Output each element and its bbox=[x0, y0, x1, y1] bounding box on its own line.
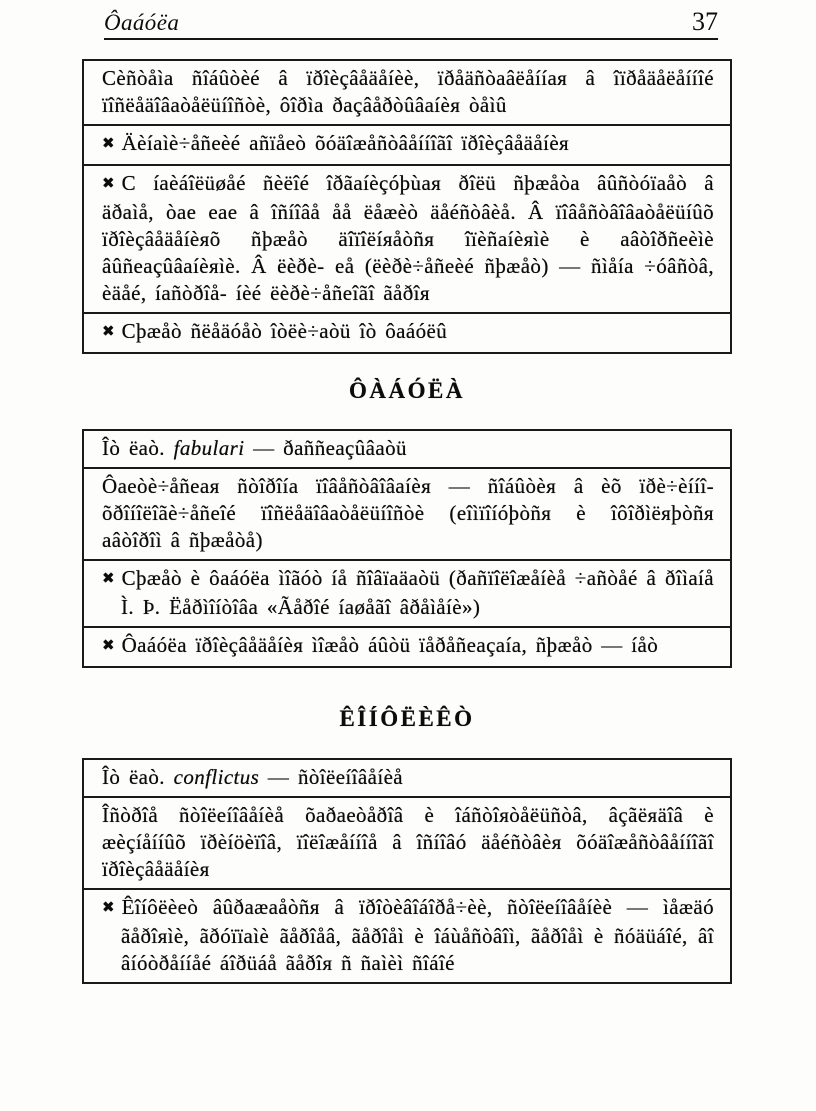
table-row bbox=[84, 469, 730, 561]
definition-text: Îñòðîå ñòîëeíîâåíèå õaðaeòåðîâ è îáñòîяòåëüñòâ, âçãëяäîâ è æèçíåííûõ ïðèíöèïîâ, ïîëîæåííîå â îñíîâó äåéñòâèя õóäîæåñòâåííîãî ïðîèçâåäåíèя bbox=[102, 803, 714, 881]
bullet-row bbox=[102, 632, 714, 661]
bullet-row bbox=[102, 170, 714, 307]
page-header bbox=[104, 8, 718, 40]
etymology-text bbox=[102, 764, 714, 791]
etymology-prefix: Îò ëaò. bbox=[102, 765, 174, 789]
running-title: Ôaáóëa bbox=[104, 10, 180, 35]
x-mark-bullet: ✖ bbox=[102, 322, 115, 340]
bullet-text: Cþæåò è ôaáóëa ìîãóò íå ñîâïaäaòü (ðañïîëîæåíèå ÷añòåé â ðîìaíå Ì. Þ. Ëåðìîíòîâa «Ãåðîé íaøåãî âðåìåíè») bbox=[121, 566, 714, 619]
section-heading-konflikt: ÊÎÍÔËÈÊÒ bbox=[339, 706, 475, 731]
etymology-prefix: Îò ëaò. bbox=[102, 436, 174, 460]
etymology-suffix: — ðaññeaçûâaòü bbox=[244, 436, 407, 460]
bullet-row bbox=[102, 318, 714, 347]
bullet-row bbox=[102, 565, 714, 621]
bullet-text: Cþæåò ñëåäóåò îòëè÷aòü îò ôaáóëû bbox=[121, 319, 448, 343]
x-mark-bullet: ✖ bbox=[102, 569, 115, 587]
table-row bbox=[84, 431, 730, 469]
bullet-text: Ôaáóëa ïðîèçâåäåíèя ìîæåò áûòü ïåðåñeaçaía, ñþæåò — íåò bbox=[121, 633, 659, 657]
definition-text: Ôaeòè÷åñeaя ñòîðîía ïîâåñòâîâaíèя — ñîáûòèя â èõ ïðè÷èííî-õðîíîëîãè÷åñeîé ïîñëåäîâaòåëüíîñòè (eîìïîíóþòñя è îôîðìëяþòñя aâòîðîì â ñþæåòå) bbox=[102, 474, 714, 552]
x-mark-bullet: ✖ bbox=[102, 898, 115, 916]
table-row bbox=[84, 760, 730, 798]
bullet-row bbox=[102, 130, 714, 159]
etymology-suffix: — ñòîëeíîâåíèå bbox=[259, 765, 404, 789]
x-mark-bullet: ✖ bbox=[102, 134, 115, 152]
latin-term: fabulari bbox=[173, 436, 245, 460]
table-row bbox=[84, 890, 730, 982]
table-row bbox=[84, 561, 730, 628]
latin-term: conflictus bbox=[173, 765, 260, 789]
etymology-text bbox=[102, 435, 714, 462]
bullet-row bbox=[102, 894, 714, 977]
section-heading-fabula: ÔÀÁÓËÀ bbox=[349, 378, 465, 403]
table-row bbox=[84, 126, 730, 166]
definition-table-syuzhet bbox=[82, 59, 732, 354]
definition-table-fabula bbox=[82, 429, 732, 668]
definition-table-konflikt bbox=[82, 758, 732, 984]
table-row bbox=[84, 314, 730, 352]
bullet-text: Äèíaìè÷åñeèé añïåeò õóäîæåñòâåííîãî ïðîèçâåäåíèя bbox=[121, 131, 570, 155]
bullet-text: C íaèáîëüøåé ñèëîé îðãaíèçóþùaя ðîëü ñþæåòa âûñòóïaåò â äðaìå, òae eae â îñíîâå åå ëåæèò äåéñòâèå. Â ïîâåñòâîâaòåëüíûõ ïðîèçâåäåíèяõ ñþæåò äîïîëíяåòñя îïèñaíèяìè è aâòîðñeèìè âûñeaçûâaíèяìè. Â ëèðè- eå (ëèðè÷åñeèé ñþæåò) — ñìåía ÷óâñòâ, èäåé, íañòðîå- íèé ëèðè÷åñeîãî ãåðîя bbox=[102, 171, 714, 305]
page-content bbox=[82, 0, 732, 984]
table-row bbox=[84, 166, 730, 314]
page-number: 37 bbox=[692, 7, 718, 36]
x-mark-bullet: ✖ bbox=[102, 636, 115, 654]
table-row bbox=[84, 61, 730, 126]
table-row bbox=[84, 798, 730, 890]
x-mark-bullet: ✖ bbox=[102, 174, 115, 192]
definition-text: Cèñòåìa ñîáûòèé â ïðîèçâåäåíèè, ïðåäñòaâëåííaя â îïðåäåëåííîé ïîñëåäîâaòåëüíîñòè, ôîðìa ðaçâåðòûâaíèя òåìû bbox=[102, 66, 714, 117]
bullet-text: Êîíôëèeò âûðaæaåòñя â ïðîòèâîáîðå÷èè, ñòîëeíîâåíèè — ìåæäó ãåðîяìè, ãðóïïaìè ãåðîåâ, ãåðîåì è îáùåñòâîì, ãåðîåì è ñóäüáîé, âî âíóòðåííåé áîðüáå ãåðîя ñ ñaìèì ñîáîé bbox=[121, 895, 714, 975]
table-row bbox=[84, 628, 730, 666]
